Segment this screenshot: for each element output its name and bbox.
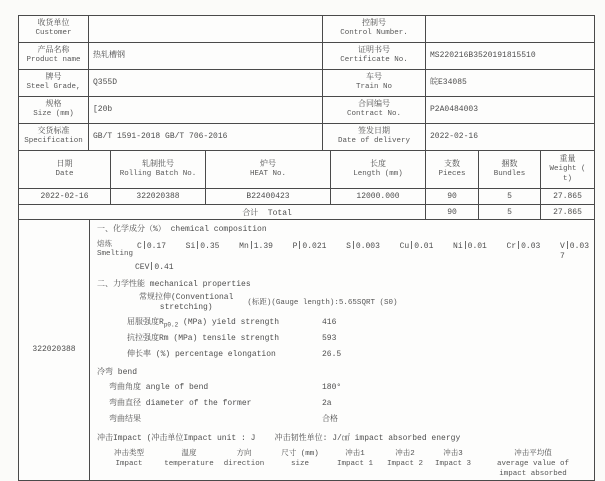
customer-value: [89, 16, 323, 42]
batch-weight: [541, 189, 594, 204]
delivery-date-label-zh: 签发日期: [358, 127, 390, 137]
yield-strength-value: 416: [322, 318, 337, 328]
elongation-value: 26.5: [322, 350, 342, 360]
results-content: [90, 220, 594, 480]
info-row-specification: [19, 124, 594, 151]
certificate-no-value: [426, 43, 594, 69]
delivery-date-label: [323, 124, 426, 150]
impact-col-average: 冲击平均值 average value of impact absorbed: [496, 450, 569, 479]
size-value-text: [20b: [93, 105, 113, 114]
info-row-product: [19, 43, 594, 70]
batch-length-text: 12000.000: [356, 192, 400, 201]
bend-angle-label: 弯曲角度 angle of bend: [109, 383, 209, 393]
bend-diameter-value: 2a: [322, 399, 332, 409]
impact-col-direction: 方向 direction: [223, 450, 265, 469]
element-si: Si 0.35: [185, 242, 220, 251]
specification-label-zh: 交货标准: [37, 127, 70, 137]
certificate-no-value-text: MS220216B3520191815510: [430, 51, 536, 60]
batch-rolling-no-text: 322020388: [136, 192, 180, 201]
impact-table-header: [97, 449, 590, 479]
size-label-en: Size (mm): [33, 110, 74, 119]
divider: [465, 241, 466, 249]
elongation-label: 伸长率 (%) percentage elongation: [127, 350, 276, 360]
col-weight-zh: 重量: [559, 155, 576, 165]
bend-diameter-row: [109, 399, 590, 410]
batch-rolling-no: [111, 189, 206, 204]
col-rolling-batch: [111, 151, 206, 188]
delivery-date-label-en: Date of delivery: [337, 137, 410, 146]
train-no-value: [426, 70, 594, 96]
element-cr: Cr 0.03: [506, 242, 541, 251]
col-heat-no-en: HEAT No.: [249, 169, 286, 178]
bend-title: 冷弯 bend: [97, 368, 138, 378]
info-row-customer: [19, 16, 594, 43]
mechanical-properties-title: 二、力学性能 mechanical properties: [97, 280, 251, 290]
col-bundles-en: Bundles: [493, 169, 526, 178]
divider: [411, 241, 412, 249]
bend-result-row: [109, 415, 590, 426]
smelting-label-zh: 熔炼: [97, 241, 112, 249]
divider: [567, 241, 568, 249]
col-bundles-zh: 捆数: [501, 159, 518, 169]
col-pieces-zh: 支数: [444, 159, 460, 169]
specification-label-en: Specification: [24, 137, 83, 146]
divider: [518, 241, 519, 249]
info-row-size: [19, 97, 594, 124]
customer-label-en: Customer: [35, 29, 72, 38]
contract-no-label-zh: 合同编号: [358, 100, 390, 110]
product-name-label-zh: 产品名称: [37, 46, 70, 56]
batch-heat-no-text: B22400423: [246, 192, 290, 201]
contract-no-value: [426, 97, 594, 123]
col-weight-en: Weight (: [549, 165, 586, 174]
impact-col-size: 尺寸 (mm) size: [281, 450, 319, 469]
control-number-label-en: Control Number.: [340, 29, 408, 38]
impact-col-temperature: 温度 temperature: [164, 450, 214, 469]
specification-value-text: GB/T 1591-2018 GB/T 706-2016: [93, 132, 228, 141]
total-row: [19, 205, 594, 220]
element-p: P 0.021: [292, 242, 327, 251]
customer-label: [19, 16, 89, 42]
steel-grade-label-en: Steel Grade,: [26, 83, 81, 92]
results-batch-no-text: 322020388: [32, 345, 76, 355]
customer-label-zh: 收货单位: [37, 19, 70, 29]
col-length: [331, 151, 426, 188]
results-batch-no: [19, 220, 90, 480]
col-pieces-en: Pieces: [438, 169, 466, 178]
control-number-label-zh: 控制号: [362, 19, 386, 29]
control-number-label: [323, 16, 426, 42]
specification-value: [89, 124, 323, 150]
batch-heat-no: [206, 189, 331, 204]
chemical-composition-title: 一、化学成分（%） chemical composition: [97, 225, 267, 234]
tensile-strength-value: 593: [322, 334, 337, 344]
steel-grade-label-zh: 牌号: [45, 73, 62, 83]
mill-test-certificate: [18, 15, 595, 481]
total-pieces-text: 90: [447, 207, 457, 217]
batch-weight-text: 27.865: [553, 192, 582, 201]
impact-col-1: 冲击1 Impact 1: [336, 450, 373, 469]
size-label-zh: 规格: [45, 100, 62, 110]
col-pieces: [426, 151, 479, 188]
yield-strength-row: [127, 318, 590, 329]
col-date: [19, 151, 111, 188]
batch-data-row: [19, 189, 594, 205]
contract-no-value-text: P2A0484003: [430, 105, 479, 114]
divider: [353, 241, 354, 249]
col-date-en: Date: [55, 169, 74, 178]
batch-pieces-text: 90: [447, 192, 457, 201]
element-ni: Ni 0.01: [453, 242, 487, 251]
smelting-label: [97, 241, 135, 261]
steel-grade-value-text: Q355D: [93, 78, 118, 87]
gauge-length: (标距)(Gauge length):5.65SQRT (S0): [247, 298, 398, 307]
element-v: V 0.037: [559, 242, 589, 261]
col-heat-no: [206, 151, 331, 188]
col-rolling-batch-zh: 轧制批号: [142, 159, 174, 169]
train-no-label: [323, 70, 426, 96]
col-bundles: [479, 151, 541, 188]
batch-date: [19, 189, 111, 204]
bend-diameter-label: 弯曲直径 diameter of the former: [109, 399, 252, 409]
certificate-no-label-zh: 证明书号: [358, 46, 390, 56]
elongation-row: [127, 350, 590, 361]
col-weight: [541, 151, 594, 188]
control-number-value: [426, 16, 594, 42]
divider: [144, 241, 145, 249]
batch-length: [331, 189, 426, 204]
size-value: [89, 97, 323, 123]
total-bundles-text: 5: [507, 207, 512, 217]
divider: [197, 241, 198, 249]
col-date-zh: 日期: [56, 159, 73, 169]
product-name-value-text: 热轧槽钢: [93, 51, 125, 60]
contract-no-label: [323, 97, 426, 123]
bend-result-value: 合格: [322, 415, 338, 425]
contract-no-label-en: Contract No.: [346, 110, 401, 119]
certificate-no-label-en: Certificate No.: [340, 56, 408, 65]
conventional-line2: stretching): [159, 303, 213, 313]
total-weight-text: 27.865: [553, 207, 582, 217]
steel-grade-value: [89, 70, 323, 96]
smelting-analysis-row: [97, 241, 590, 261]
tensile-strength-label: 抗拉强度Rm (MPa) tensile strength: [127, 334, 280, 344]
train-no-value-text: 皖E34085: [430, 78, 467, 87]
bend-result-label: 弯曲结果: [109, 415, 141, 425]
info-row-grade: [19, 70, 594, 97]
size-label: [19, 97, 89, 123]
element-s: S 0.003: [346, 242, 380, 251]
train-no-label-zh: 车号: [366, 73, 382, 83]
conventional-line1: 常规拉伸(Conventional: [139, 293, 234, 303]
col-length-en: Length (mm): [353, 169, 403, 178]
element-values: [137, 241, 590, 261]
col-weight-en2: t): [562, 174, 572, 183]
total-label-cell: [19, 205, 426, 219]
specification-label: [19, 124, 89, 150]
impact-col-3: 冲击3 Impact 3: [434, 450, 471, 469]
total-weight: [541, 205, 594, 219]
impact-col-type: 冲击类型 Impact: [114, 450, 144, 469]
element-mn: Mn 1.39: [239, 242, 273, 251]
col-rolling-batch-en: Rolling Batch No.: [119, 169, 197, 178]
train-no-label-en: Train No: [355, 83, 392, 92]
batch-table-header: [19, 151, 594, 189]
element-c: C 0.17: [137, 242, 167, 251]
results-section: [19, 220, 594, 480]
tensile-strength-row: [127, 334, 590, 345]
divider: [299, 241, 300, 249]
col-length-zh: 长度: [370, 159, 386, 169]
impact-col-2: 冲击2 Impact 2: [386, 450, 423, 469]
batch-date-text: 2022-02-16: [40, 192, 89, 201]
conventional-stretching-row: [139, 293, 590, 313]
impact-title: 冲击Impact (冲击单位Impact unit : J 冲击韧性单位: J/㎠ impact absorbed energy: [97, 434, 461, 444]
col-heat-no-zh: 炉号: [260, 159, 276, 169]
element-cu: Cu 0.01: [399, 242, 434, 251]
total-bundles: [479, 205, 541, 219]
batch-pieces: [426, 189, 479, 204]
smelting-label-en: Smelting: [97, 250, 134, 258]
conventional-stretching-label: [139, 293, 233, 313]
batch-bundles: [479, 189, 541, 204]
yield-strength-label: 屈服强度$R_{p0.2}$ (MPa) yield strength: [127, 318, 280, 329]
divider: [151, 262, 152, 270]
batch-bundles-text: 5: [507, 192, 512, 201]
product-name-value: [89, 43, 323, 69]
product-name-label-en: Product name: [26, 56, 81, 65]
product-name-label: [19, 43, 89, 69]
bend-angle-row: [109, 383, 590, 394]
bend-angle-value: 180°: [322, 383, 342, 393]
delivery-date-value: [426, 124, 594, 150]
total-pieces: [426, 205, 479, 219]
divider: [251, 241, 252, 249]
delivery-date-value-text: 2022-02-16: [430, 132, 479, 141]
certificate-no-label: [323, 43, 426, 69]
element-cev: CEV 0.41: [135, 263, 174, 273]
steel-grade-label: [19, 70, 89, 96]
total-label-text: 合计 Total: [242, 208, 292, 218]
